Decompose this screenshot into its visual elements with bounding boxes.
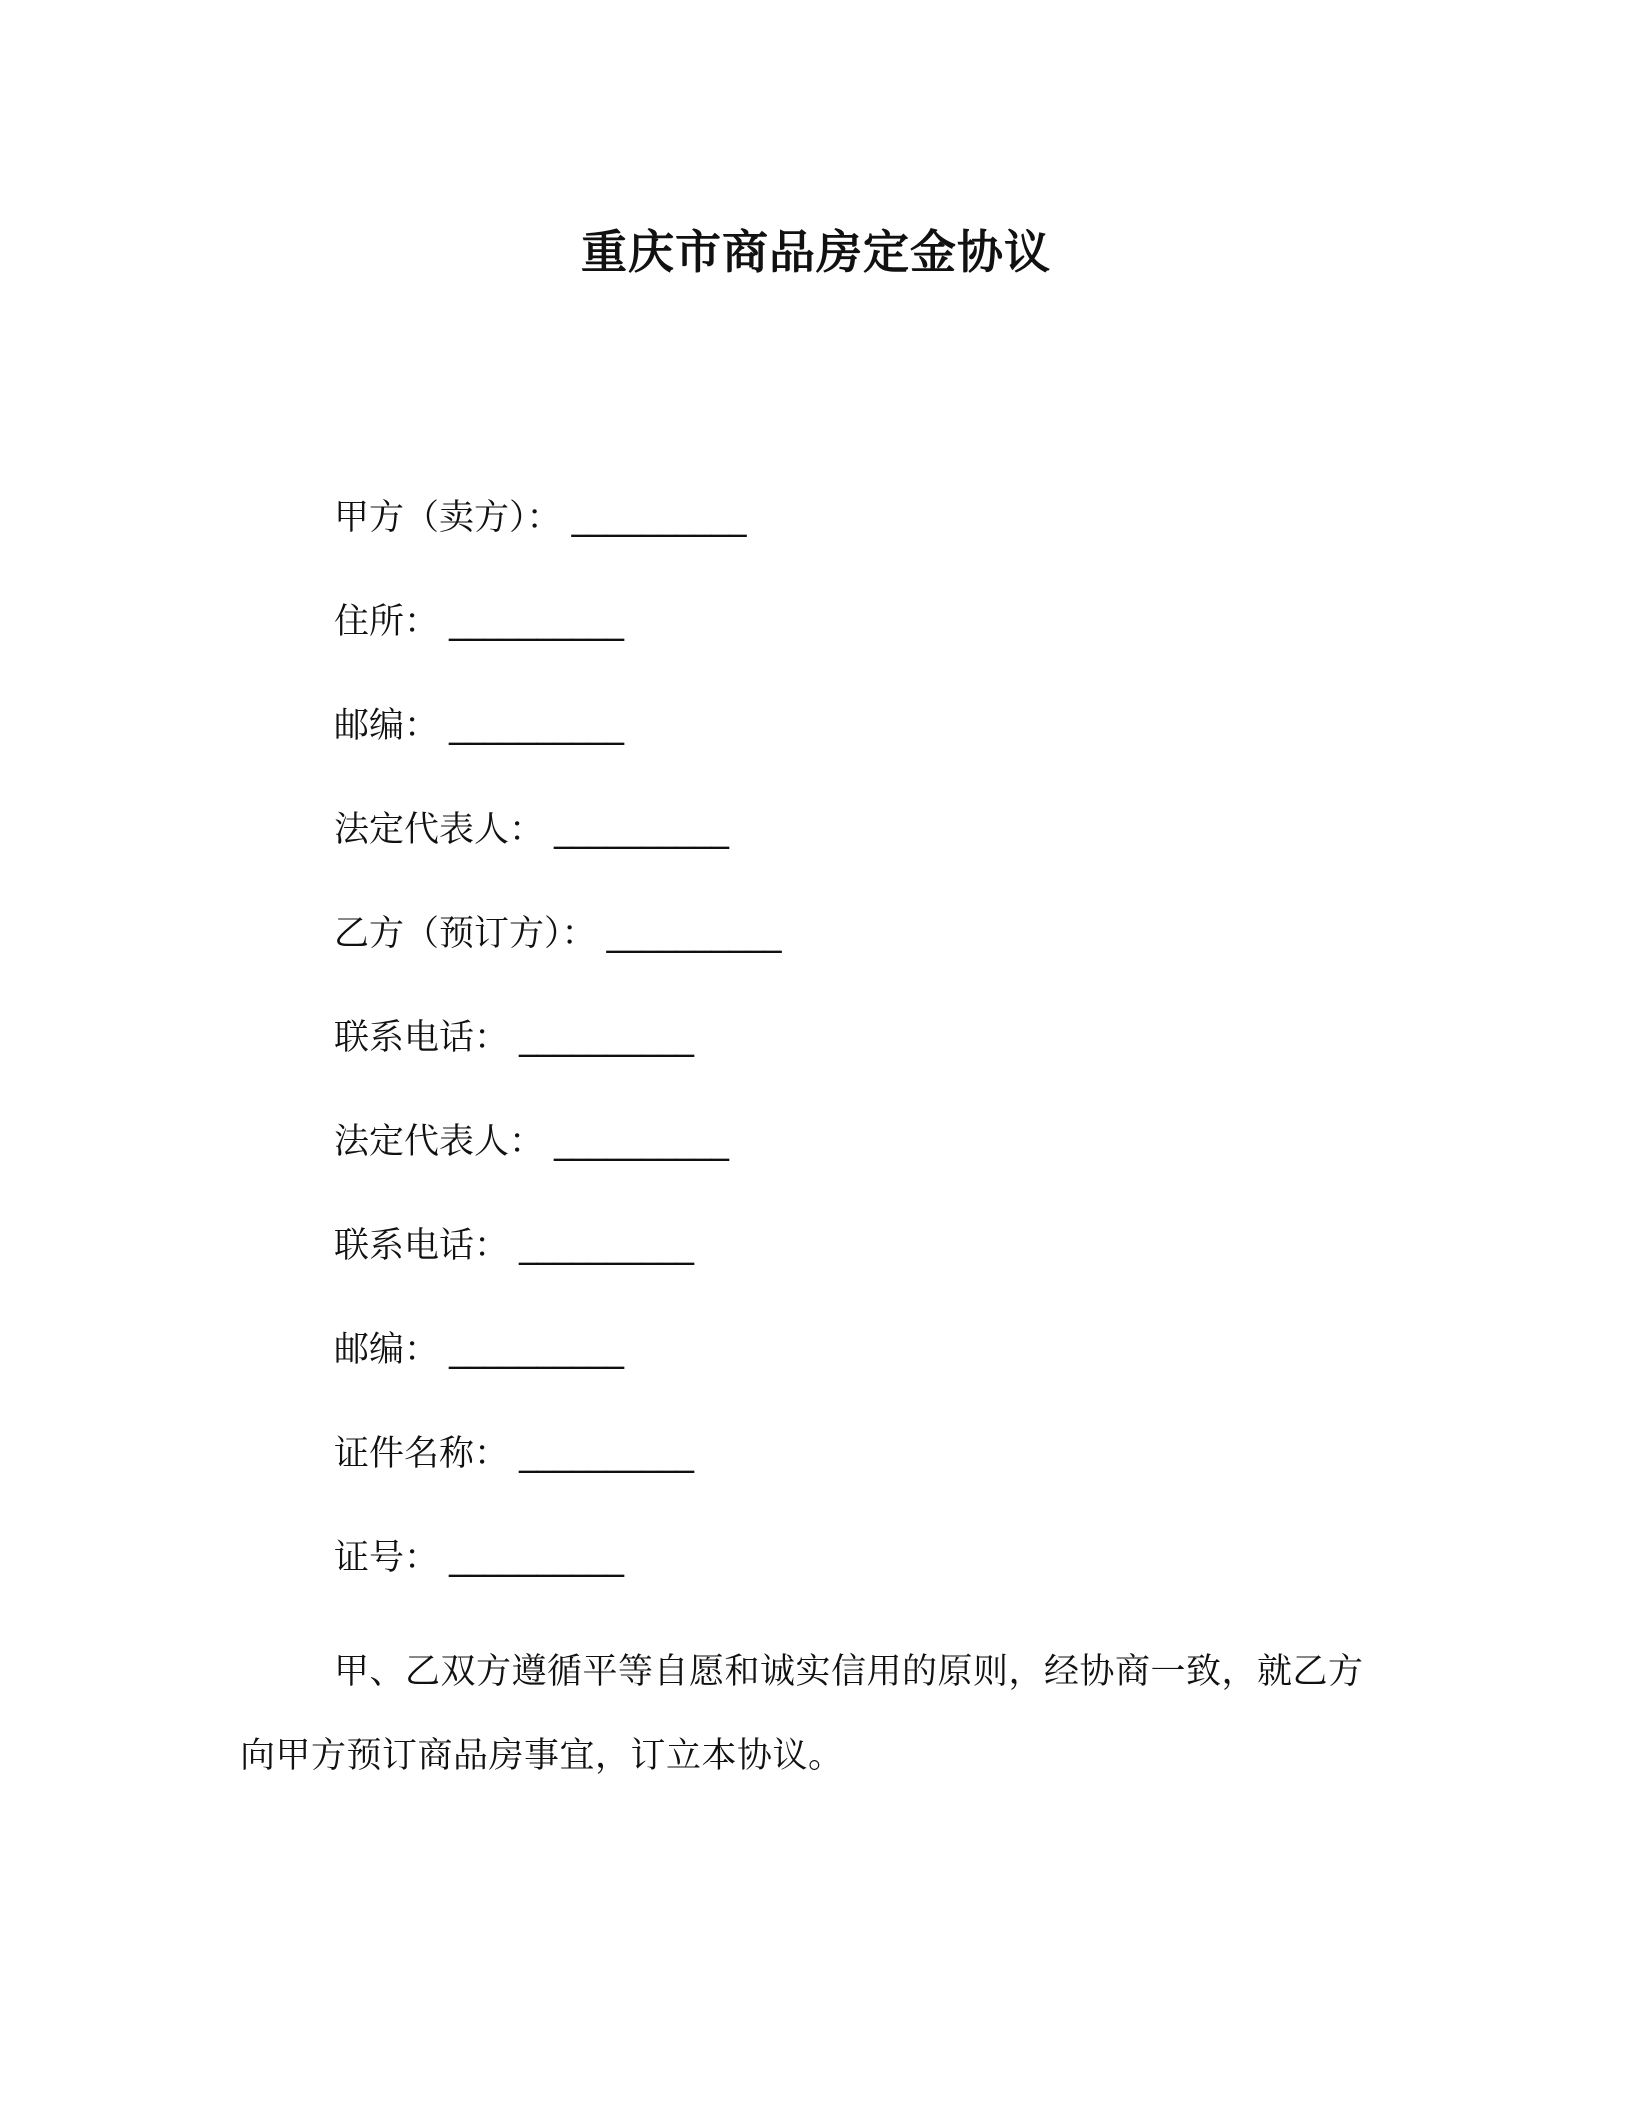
field-blank: __________ <box>449 706 625 746</box>
field-legal-representative-2 <box>334 1114 1434 1218</box>
field-phone <box>334 1010 1434 1114</box>
field-label: 证件名称： <box>334 1434 510 1474</box>
field-blank: __________ <box>519 1226 695 1266</box>
field-buyer <box>334 906 1434 1010</box>
field-blank: __________ <box>449 602 625 642</box>
field-label: 甲方（卖方）： <box>334 498 562 538</box>
field-seller <box>334 490 1434 594</box>
field-phone-2 <box>334 1218 1434 1322</box>
field-label: 联系电话： <box>334 1226 510 1266</box>
field-postcode <box>334 698 1434 802</box>
field-postcode-2 <box>334 1322 1434 1426</box>
field-label: 法定代表人： <box>334 1122 545 1162</box>
field-label: 联系电话： <box>334 1018 510 1058</box>
field-blank: __________ <box>449 1538 625 1578</box>
field-label: 法定代表人： <box>334 810 545 850</box>
field-blank: __________ <box>606 914 782 954</box>
field-blank: __________ <box>519 1434 695 1474</box>
field-label: 证号： <box>334 1538 440 1578</box>
field-blank: __________ <box>554 1122 730 1162</box>
field-label: 邮编： <box>334 706 440 746</box>
field-id-number <box>334 1530 1434 1634</box>
intro-paragraph: 甲、乙双方遵循平等自愿和诚实信用的原则，经协商一致，就乙方向甲方预订商品房事宜，订立本协议。 <box>240 1652 1364 1776</box>
field-legal-representative <box>334 802 1434 906</box>
party-info-fields <box>334 490 1434 1634</box>
field-blank: __________ <box>571 498 747 538</box>
field-address <box>334 594 1434 698</box>
field-blank: __________ <box>519 1018 695 1058</box>
field-label: 邮编： <box>334 1330 440 1370</box>
field-label: 乙方（预订方）： <box>334 914 597 954</box>
field-id-type <box>334 1426 1434 1530</box>
field-blank: __________ <box>449 1330 625 1370</box>
document-title: 重庆市商品房定金协议 <box>581 225 1051 279</box>
field-label: 住所： <box>334 602 440 642</box>
field-blank: __________ <box>554 810 730 850</box>
